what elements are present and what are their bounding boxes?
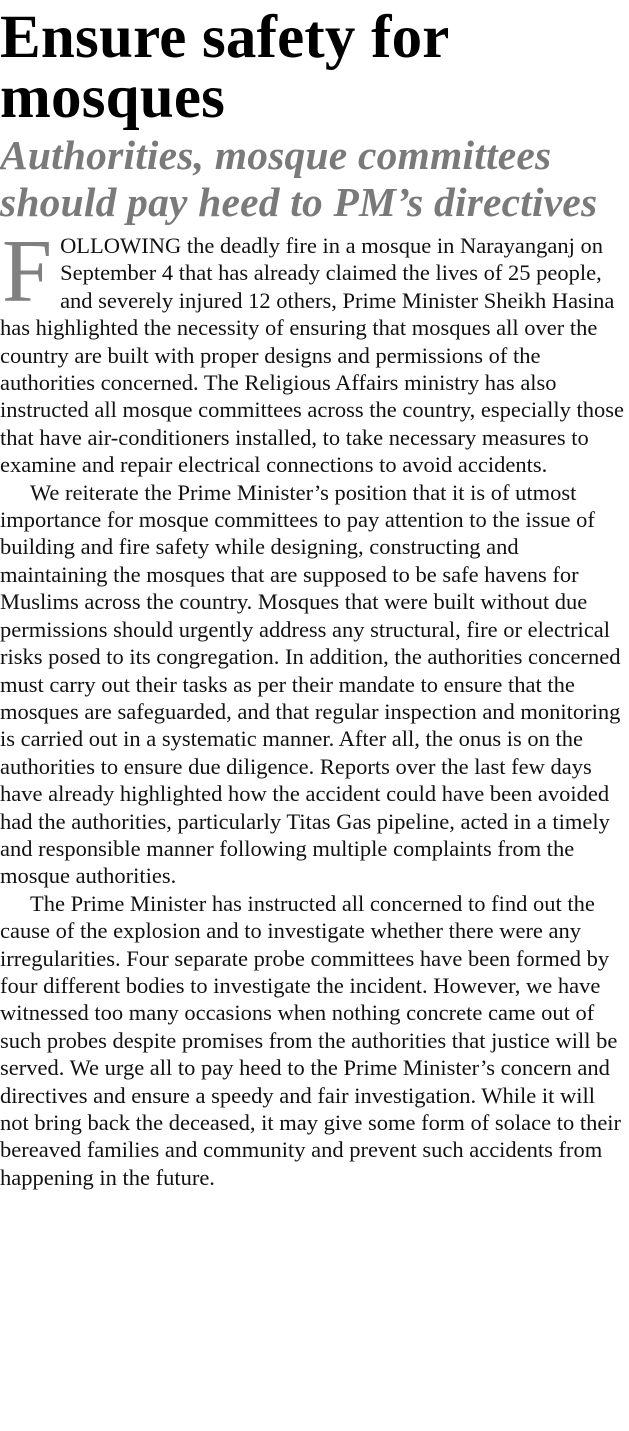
subheadline: Authorities, mosque committees should pay heed to PM’s directives xyxy=(0,132,598,225)
article-body xyxy=(0,222,629,1191)
paragraph-1 xyxy=(0,222,629,479)
lead-in-caps: OLLOWING xyxy=(60,233,182,258)
paragraph-2: We reiterate the Prime Minister’s position that it is of utmost importance for mosque committees to pay attention to the issue of building and fire safety while designing, constructing and maintaining the mosques that are supposed to be safe havens for Muslims across the country. Mosques that were built without due permissions should urgently address any structural, fire or electrical risks posed to its congregation. In addition, the authorities concerned must carry out their tasks as per their mandate to ensure that the mosques are safeguarded, and that regular inspection and monitoring is carried out in a systematic manner. After all, the onus is on the authorities to ensure due diligence. Reports over the last few days have already highlighted how the accident could have been avoided had the authorities, particularly Titas Gas pipeline, acted in a timely and responsible manner following multiple complaints from the mosque authorities. xyxy=(0,479,621,889)
headline: Ensure safety for mosques xyxy=(0,4,449,131)
drop-cap: F xyxy=(2,222,53,321)
paragraph-1-text: the deadly fire in a mosque in Narayanganj on September 4 that has already claimed the lives of 25 people, and severely injured 12 others, Prime Minister Sheikh Hasina has highlighted the necessity of ensuring that mosques all over the country are built with proper designs and permissions of the authorities concerned. The Religious Affairs ministry has also instructed all mosque committees across the country, especially those that have air-conditioners installed, to take necessary measures to examine and repair electrical connections to avoid accidents. xyxy=(0,233,624,478)
paragraph-3: The Prime Minister has instructed all concerned to find out the cause of the explosion and to investigate whether there were any irregularities. Four separate probe committees have been formed by four different bodies to investigate the incident. However, we have witnessed too many occasions when nothing concrete came out of such probes despite promises from the authorities that justice will be served. We urge all to pay heed to the Prime Minister’s concern and directives and ensure a speedy and fair investigation. While it will not bring back the deceased, it may give some form of solace to their bereaved families and community and prevent such accidents from happening in the future. xyxy=(0,890,622,1190)
